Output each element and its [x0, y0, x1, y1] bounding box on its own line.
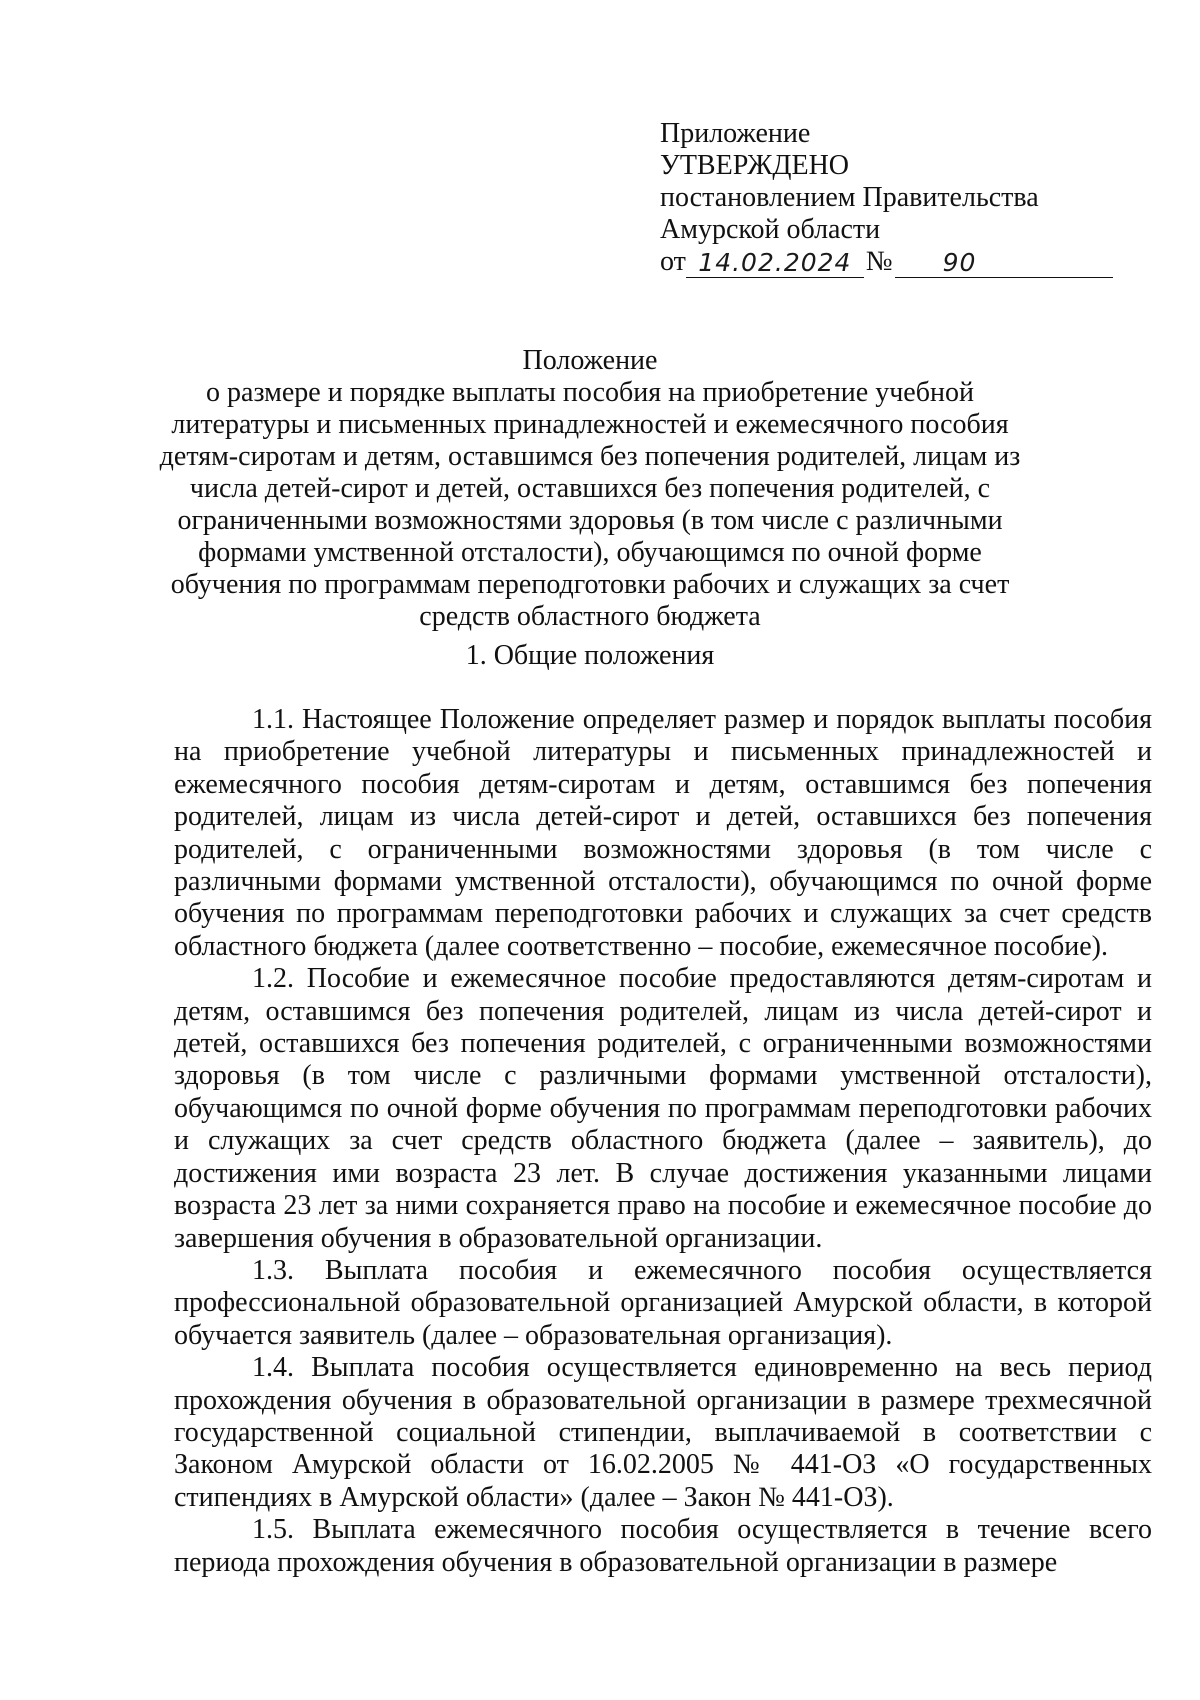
approved-label: УТВЕРЖДЕНО: [660, 150, 850, 181]
paragraph-1-4: 1.4. Выплата пособия осуществляется единовременно на весь период прохождения обучения в образовательной организации в размере трехмесячной государственной социальной стипендии, выплачиваемой в соответствии с Законом Амурской области от 16.02.2005 № 441-ОЗ «О государственных стипендиях в Амурской области» (далее – Закон № 441-ОЗ).: [174, 1352, 1152, 1513]
paragraph-1-5: 1.5. Выплата ежемесячного пособия осуществляется в течение всего периода прохождения обучения в образовательной организации в размере: [174, 1514, 1152, 1578]
from-label: от: [660, 246, 686, 277]
resolution-label: постановлением Правительства: [660, 182, 1039, 213]
annex-label: Приложение: [660, 118, 811, 149]
paragraph-1-1: 1.1. Настоящее Положение определяет размер и порядок выплаты пособия на приобретение учебной литературы и письменных принадлежностей и ежемесячного пособия детям-сиротам и детям, оставшимся без попечения родителей, лицам из числа детей-сирот и детей, оставшихся без попечения родителей, с ограниченными возможностями здоровья (в том числе с различными формами умственной отсталости), обучающимся по очной форме обучения по программам переподготовки рабочих и служащих за счет средств областного бюджета (далее соответственно – пособие, ежемесячное пособие).: [174, 704, 1152, 962]
section-heading: 1. Общие положения: [465, 640, 715, 671]
paragraph-1-3: 1.3. Выплата пособия и ежемесячного пособия осуществляется профессиональной образовательной организацией Амурской области, в которой обучается заявитель (далее – образовательная организация).: [174, 1254, 1152, 1351]
region-label: Амурской области: [660, 214, 881, 245]
document-title-block: [150, 345, 1030, 633]
document-title: Положение: [522, 345, 658, 376]
paragraph-1-2: 1.2. Пособие и ежемесячное пособие предоставляются детям-сиротам и детям, оставшимся без попечения родителей, лицам из числа детей-сирот и детей, оставшихся без попечения родителей, с ограниченными возможностями здоровья (в том числе с различными формами умственной отсталости), обучающимся по очной форме обучения по программам переподготовки рабочих и служащих за счет средств областного бюджета (далее – заявитель), до достижения ими возраста 23 лет. В случае достижения указанными лицами возраста 23 лет за ними сохраняется право на пособие и ежемесячное пособие до завершения обучения в образовательной организации.: [174, 963, 1152, 1254]
number-sign: №: [865, 246, 893, 277]
document-subtitle: о размере и порядке выплаты пособия на приобретение учебной литературы и письменных принадлежностей и ежемесячного пособия детям-сиротам и детям, оставшимся без попечения родителей, лицам из числа детей-сирот и детей, оставшихся без попечения родителей, с ограниченными возможностями здоровья (в том числе с различными формами умственной отсталости), обучающимся по очной форме обучения по программам переподготовки рабочих и служащих за счет средств областного бюджета: [159, 377, 1021, 632]
date-number-line: [660, 246, 1130, 278]
document-body: [174, 704, 1152, 1579]
handwritten-number: 90: [895, 249, 1113, 278]
handwritten-date: 14.02.2024: [686, 249, 864, 278]
approval-block: [660, 118, 1130, 278]
